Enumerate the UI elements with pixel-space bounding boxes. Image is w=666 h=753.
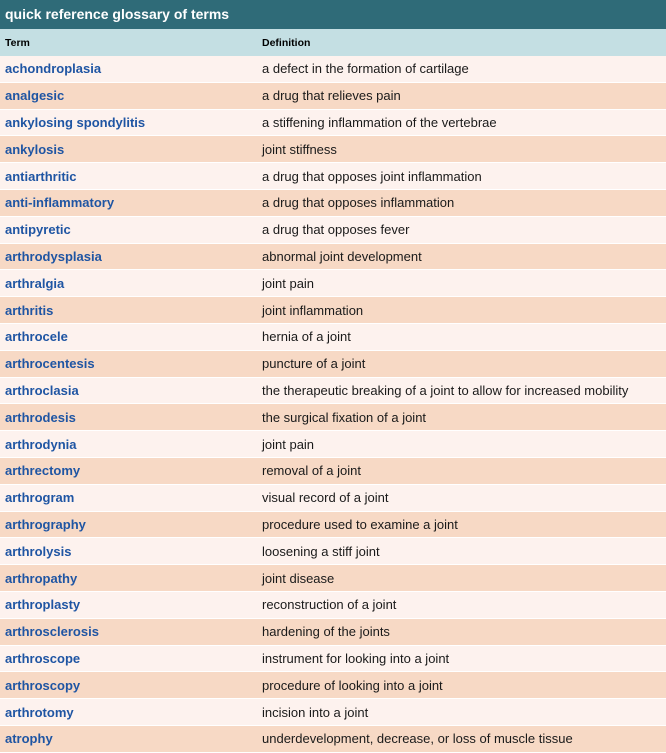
term-cell: arthroclasia (5, 382, 79, 398)
definition-cell: a defect in the formation of cartilage (262, 61, 469, 77)
term-cell: arthrodesis (5, 409, 76, 425)
table-row (0, 83, 666, 110)
definition-cell: procedure used to examine a joint (262, 516, 458, 532)
definition-cell: underdevelopment, decrease, or loss of muscle tissue (262, 731, 573, 747)
definition-cell: a drug that opposes inflammation (262, 195, 455, 211)
table-row (0, 458, 666, 485)
term-cell: arthrectomy (5, 463, 81, 479)
table-body (0, 56, 666, 753)
table-title: quick reference glossary of terms (0, 0, 666, 29)
term-cell: arthrolysis (5, 543, 72, 559)
definition-cell: hardening of the joints (262, 624, 390, 640)
table-row (0, 726, 666, 753)
table-row (0, 485, 666, 512)
term-cell: arthrotomy (5, 704, 74, 720)
table-row (0, 592, 666, 619)
term-cell: arthrosclerosis (5, 624, 99, 640)
term-cell: analgesic (5, 88, 65, 104)
term-cell: achondroplasia (5, 61, 102, 77)
term-cell: antipyretic (5, 222, 71, 238)
term-cell: antiarthritic (5, 168, 77, 184)
definition-cell: joint disease (262, 570, 335, 586)
definition-cell: a drug that opposes joint inflammation (262, 168, 482, 184)
term-column-header: Term (5, 36, 30, 49)
term-cell: arthroplasty (5, 597, 81, 613)
definition-cell: the therapeutic breaking of a joint to allow for increased mobility (262, 382, 629, 398)
term-cell: anti-inflammatory (5, 195, 115, 211)
term-cell: arthrocele (5, 329, 68, 345)
table-row (0, 351, 666, 378)
term-cell: arthrogram (5, 490, 75, 506)
definition-cell: visual record of a joint (262, 490, 389, 506)
table-row (0, 672, 666, 699)
term-cell: arthroscopy (5, 677, 81, 693)
table-row (0, 512, 666, 539)
term-cell: arthritis (5, 302, 54, 318)
table-row (0, 431, 666, 458)
term-cell: arthrodysplasia (5, 248, 102, 264)
table-row (0, 56, 666, 83)
table-row (0, 565, 666, 592)
term-cell: arthrography (5, 516, 86, 532)
table-row (0, 163, 666, 190)
term-cell: arthropathy (5, 570, 78, 586)
definition-cell: hernia of a joint (262, 329, 351, 345)
definition-cell: joint pain (262, 436, 315, 452)
term-cell: atrophy (5, 731, 53, 747)
definition-cell: a drug that opposes fever (262, 222, 410, 238)
table-row (0, 699, 666, 726)
definition-cell: reconstruction of a joint (262, 597, 397, 613)
definition-cell: joint pain (262, 275, 315, 291)
definition-cell: loosening a stiff joint (262, 543, 380, 559)
table-row (0, 270, 666, 297)
table-row (0, 136, 666, 163)
term-cell: ankylosing spondylitis (5, 114, 146, 130)
definition-cell: a drug that relieves pain (262, 88, 401, 104)
table-row (0, 297, 666, 324)
table-row (0, 217, 666, 244)
definition-cell: abnormal joint development (262, 248, 422, 264)
term-cell: arthrocentesis (5, 356, 95, 372)
definition-cell: instrument for looking into a joint (262, 650, 450, 666)
table-row (0, 190, 666, 217)
table-header (0, 29, 666, 56)
term-cell: arthroscope (5, 650, 81, 666)
table-row (0, 110, 666, 137)
definition-cell: a stiffening inflammation of the vertebrae (262, 114, 497, 130)
definition-cell: joint inflammation (262, 302, 364, 318)
definition-column-header: Definition (262, 36, 311, 49)
definition-cell: the surgical fixation of a joint (262, 409, 427, 425)
definition-cell: joint stiffness (262, 141, 337, 157)
definition-cell: incision into a joint (262, 704, 369, 720)
term-cell: ankylosis (5, 141, 65, 157)
table-row (0, 324, 666, 351)
table-row (0, 244, 666, 271)
table-row (0, 538, 666, 565)
table-row (0, 646, 666, 673)
term-cell: arthrodynia (5, 436, 77, 452)
term-cell: arthralgia (5, 275, 65, 291)
definition-cell: removal of a joint (262, 463, 361, 479)
definition-cell: puncture of a joint (262, 356, 366, 372)
table-row (0, 619, 666, 646)
table-row (0, 404, 666, 431)
definition-cell: procedure of looking into a joint (262, 677, 443, 693)
table-row (0, 378, 666, 405)
